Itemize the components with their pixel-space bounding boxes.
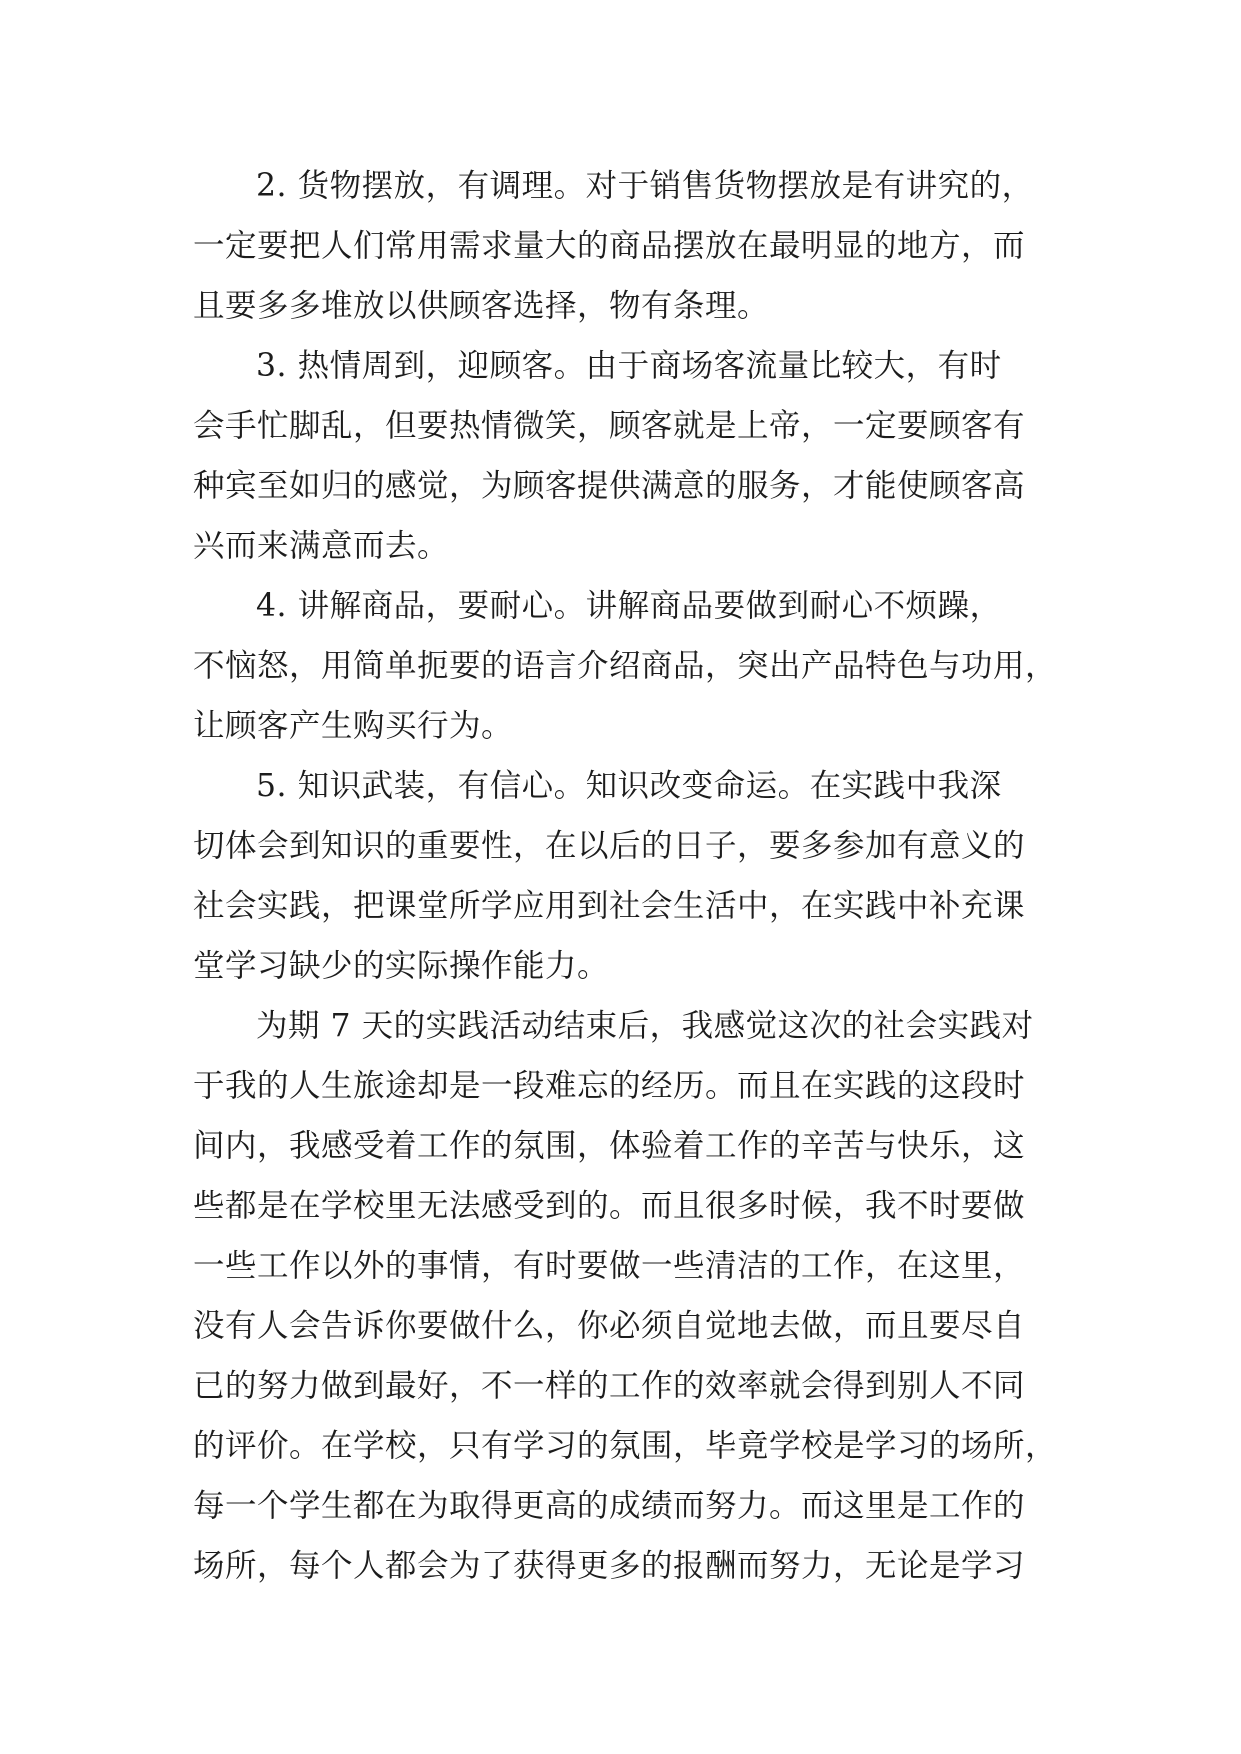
paragraph-3-line-4: 兴而来满意而去。 (193, 528, 450, 564)
paragraph-5-line-2: 切体会到知识的重要性，在以后的日子，要多参加有意义的 (193, 828, 1026, 864)
summary-paragraph-line-7: 已的努力做到最好，不一样的工作的效率就会得到别人不同 (193, 1368, 1026, 1404)
paragraph-2-line-2: 一定要把人们常用需求量大的商品摆放在最明显的地方，而 (193, 228, 1026, 264)
summary-paragraph-line-2: 于我的人生旅途却是一段难忘的经历。而且在实践的这段时 (193, 1068, 1026, 1104)
summary-paragraph-line-5: 一些工作以外的事情，有时要做一些清洁的工作，在这里， (193, 1248, 1026, 1284)
paragraph-2-line-1: 2. 货物摆放，有调理。对于销售货物摆放是有讲究的， (256, 168, 1034, 204)
paragraph-3-line-1: 3. 热情周到，迎顾客。由于商场客流量比较大，有时 (256, 348, 1002, 384)
paragraph-4-line-1: 4. 讲解商品，要耐心。讲解商品要做到耐心不烦躁， (256, 588, 1002, 624)
paragraph-3-line-2: 会手忙脚乱，但要热情微笑，顾客就是上帝，一定要顾客有 (193, 408, 1026, 444)
paragraph-5-line-3: 社会实践，把课堂所学应用到社会生活中，在实践中补充课 (193, 888, 1026, 924)
paragraph-2-line-3: 且要多多堆放以供顾客选择，物有条理。 (193, 288, 770, 324)
summary-paragraph-line-8: 的评价。在学校，只有学习的氛围，毕竟学校是学习的场所， (193, 1428, 1058, 1464)
paragraph-4-line-3: 让顾客产生购买行为。 (193, 708, 514, 744)
paragraph-5-line-1: 5. 知识武装，有信心。知识改变命运。在实践中我深 (256, 768, 1002, 804)
summary-paragraph-line-4: 些都是在学校里无法感受到的。而且很多时候，我不时要做 (193, 1188, 1026, 1224)
summary-paragraph-line-3: 间内，我感受着工作的氛围，体验着工作的辛苦与快乐，这 (193, 1128, 1026, 1164)
summary-paragraph-line-6: 没有人会告诉你要做什么，你必须自觉地去做，而且要尽自 (193, 1308, 1026, 1344)
summary-paragraph-line-10: 场所，每个人都会为了获得更多的报酬而努力，无论是学习 (193, 1548, 1026, 1584)
summary-paragraph-line-1: 为期 7 天的实践活动结束后，我感觉这次的社会实践对 (256, 1008, 1034, 1044)
paragraph-5-line-4: 堂学习缺少的实际操作能力。 (193, 948, 610, 984)
paragraph-4-line-2: 不恼怒，用简单扼要的语言介绍商品，突出产品特色与功用， (193, 648, 1058, 684)
paragraph-3-line-3: 种宾至如归的感觉，为顾客提供满意的服务，才能使顾客高 (193, 468, 1026, 504)
summary-paragraph-line-9: 每一个学生都在为取得更高的成绩而努力。而这里是工作的 (193, 1488, 1026, 1524)
